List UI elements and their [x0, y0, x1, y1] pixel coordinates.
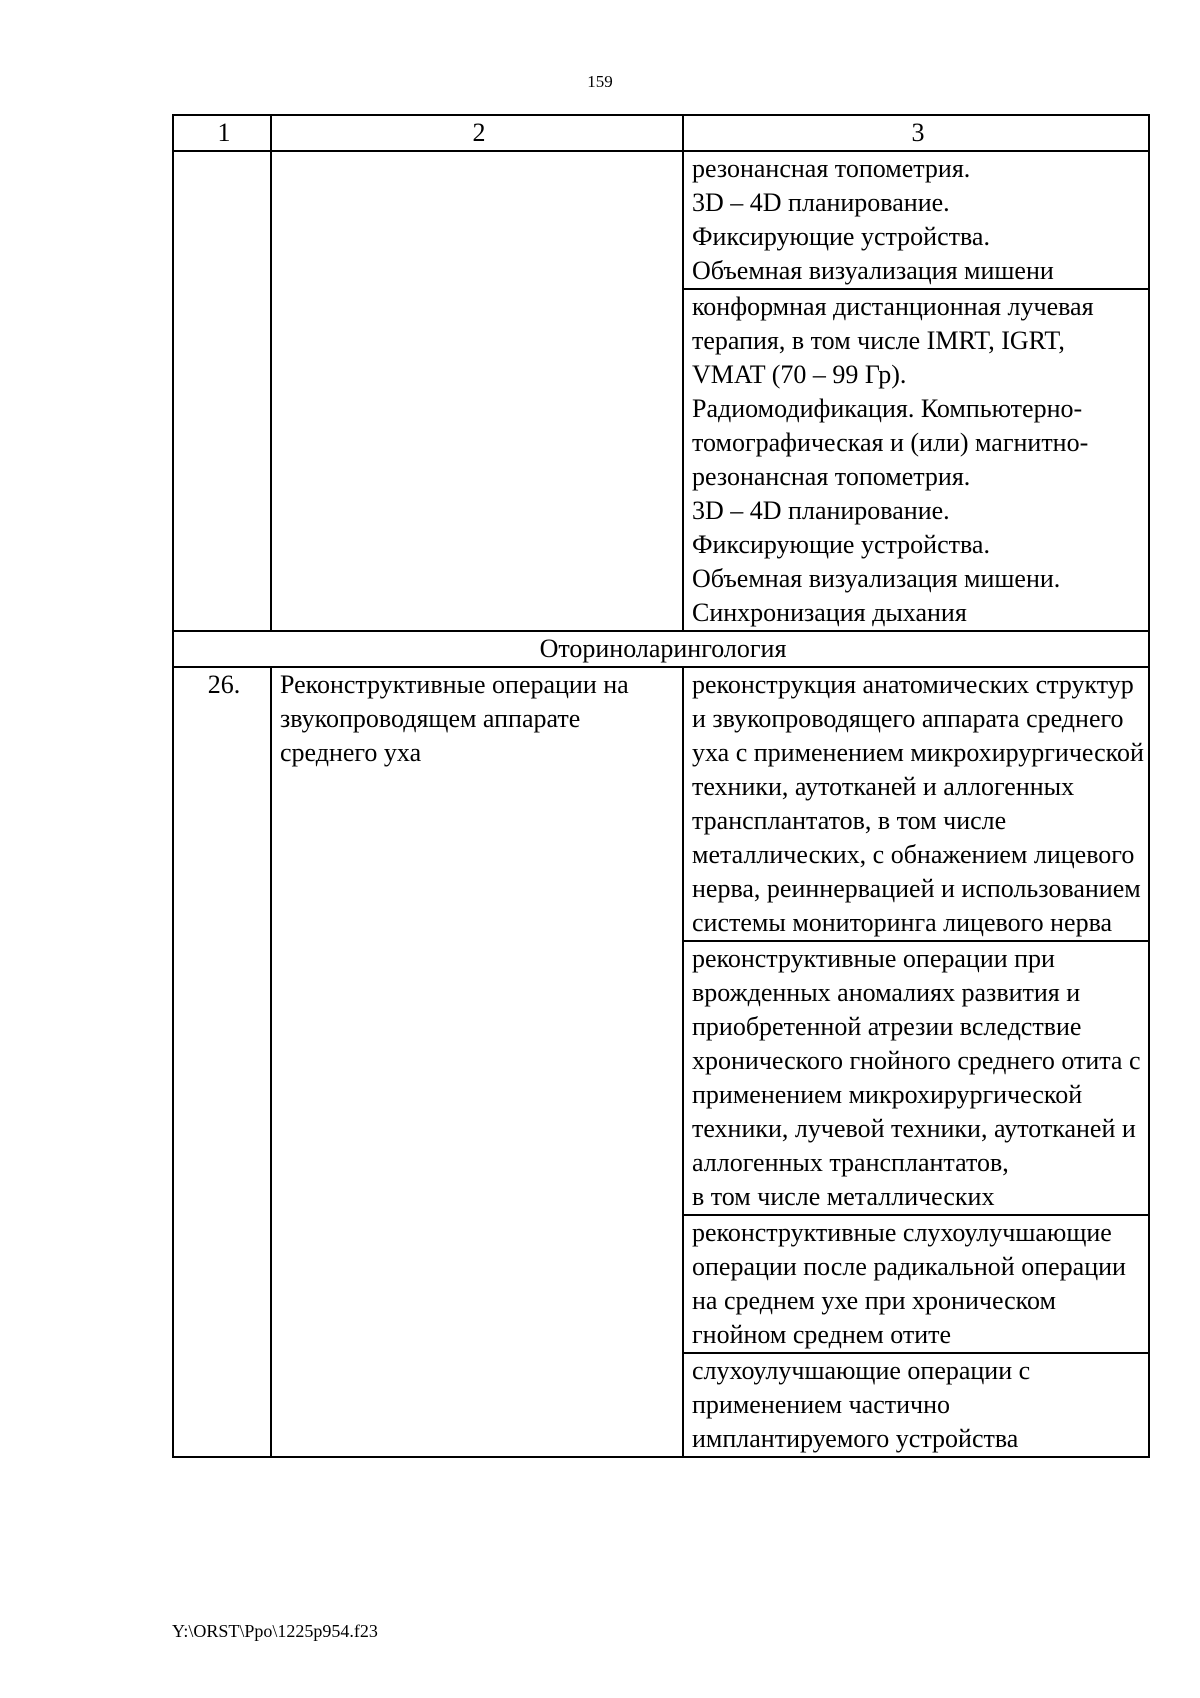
- procedures-table: [172, 114, 1150, 1458]
- method-cell: резонансная топометрия. 3D – 4D планирование. Фиксирующие устройства. Объемная визуализация мишени: [683, 151, 1149, 289]
- method-cell: слухоулучшающие операции с применением частично имплантируемого устройства: [683, 1353, 1149, 1457]
- method-cell: реконструктивные операции при врожденных аномалиях развития и приобретенной атрезии вследствие хронического гнойного среднего отита с применением микрохирургической техники, лучевой техники, аутотканей и аллогенных трансплантатов, в том числе металлических: [683, 941, 1149, 1215]
- header-cell-1: 1: [173, 115, 271, 151]
- method-cell: реконструкция анатомических структур и звукопроводящего аппарата среднего уха с применением микрохирургической техники, аутотканей и аллогенных трансплантатов, в том числе металлических, с обнажением лицевого нерва, реиннервацией и использованием системы мониторинга лицевого нерва: [683, 667, 1149, 941]
- row-number-cell: 26.: [173, 667, 271, 1457]
- method-cell: конформная дистанционная лучевая терапия, в том числе IMRT, IGRT, VMAT (70 – 99 Гр). Радиомодификация. Компьютерно-томографическая и (или) магнитно-резонансная топометрия. 3D – 4D планирование. Фиксирующие устройства. Объемная визуализация мишени. Синхронизация дыхания: [683, 289, 1149, 631]
- operation-name-cell: Реконструктивные операции на звукопроводящем аппарате среднего уха: [271, 667, 683, 1457]
- table-row: [173, 667, 1149, 941]
- footer-file-path: Y:\ORST\Ppo\1225p954.f23: [172, 1621, 378, 1641]
- continued-number-cell: [173, 151, 271, 631]
- section-title: Оториноларингология: [173, 631, 1149, 667]
- header-cell-3: 3: [683, 115, 1149, 151]
- method-cell: реконструктивные слухоулучшающие операции после радикальной операции на среднем ухе при хроническом гнойном среднем отите: [683, 1215, 1149, 1353]
- continued-name-cell: [271, 151, 683, 631]
- table-row: [173, 151, 1149, 289]
- header-row: [173, 115, 1149, 151]
- header-cell-2: 2: [271, 115, 683, 151]
- page-number: 159: [587, 72, 613, 91]
- section-row: [173, 631, 1149, 667]
